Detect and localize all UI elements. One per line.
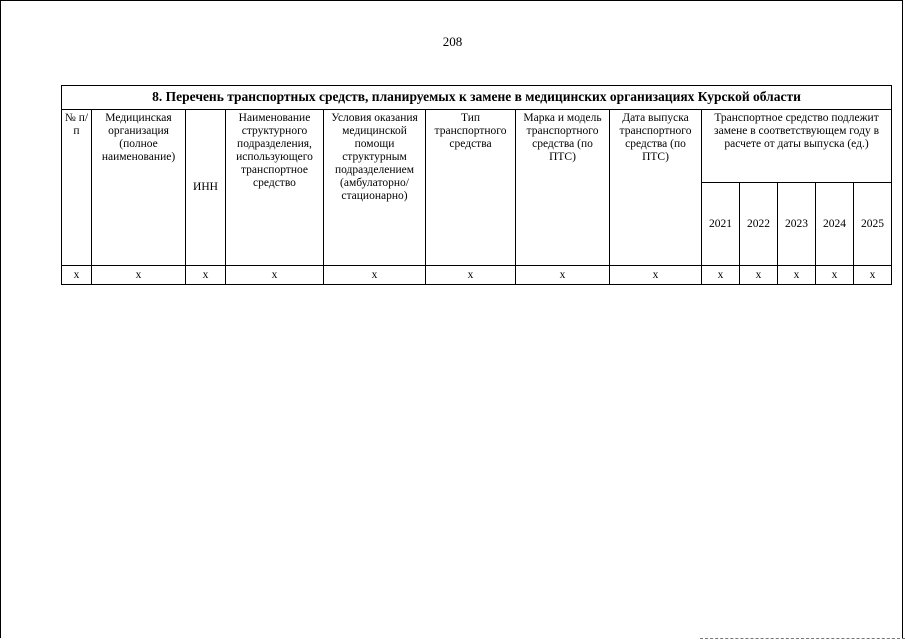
table-cell: х <box>740 266 778 285</box>
table-title: 8. Перечень транспортных средств, планируемых к замене в медицинских организациях Курской области <box>62 86 892 110</box>
header-year: 2022 <box>740 183 778 266</box>
table-cell: х <box>226 266 324 285</box>
table-cell: х <box>516 266 610 285</box>
table-cell: х <box>778 266 816 285</box>
header-model: Марка и модель транспортного средства (по ПТС) <box>516 110 610 266</box>
header-organization: Медицинская организация (полное наименование) <box>92 110 186 266</box>
page-number: 208 <box>442 34 463 49</box>
table-cell: х <box>186 266 226 285</box>
header-year: 2021 <box>702 183 740 266</box>
header-replacement: Транспортное средство подлежит замене в соответствующем году в расчете от даты выпуска (ед.) <box>702 110 892 183</box>
header-year: 2025 <box>854 183 892 266</box>
header-vehicle-type: Тип транспортного средства <box>426 110 516 266</box>
table-cell: х <box>610 266 702 285</box>
table-cell: х <box>854 266 892 285</box>
header-inn: ИНН <box>186 110 226 266</box>
transport-replacement-table <box>61 85 892 285</box>
table-cell: х <box>92 266 186 285</box>
table-header-row <box>62 110 892 183</box>
table-title-row <box>62 86 892 110</box>
header-conditions: Условия оказания медицинской помощи структурным подразделением (амбулаторно/ стационарно) <box>324 110 426 266</box>
header-year: 2023 <box>778 183 816 266</box>
header-unit: Наименование структурного подразделения, использующего транспортное средство <box>226 110 324 266</box>
table-cell: х <box>816 266 854 285</box>
table-cell: х <box>702 266 740 285</box>
table-row <box>62 266 892 285</box>
header-num: № п/п <box>62 110 92 266</box>
table-cell: х <box>62 266 92 285</box>
header-year: 2024 <box>816 183 854 266</box>
bottom-rule <box>700 637 905 639</box>
header-release-date: Дата выпуска транспортного средства (по ПТС) <box>610 110 702 266</box>
table-cell: х <box>426 266 516 285</box>
table-cell: х <box>324 266 426 285</box>
